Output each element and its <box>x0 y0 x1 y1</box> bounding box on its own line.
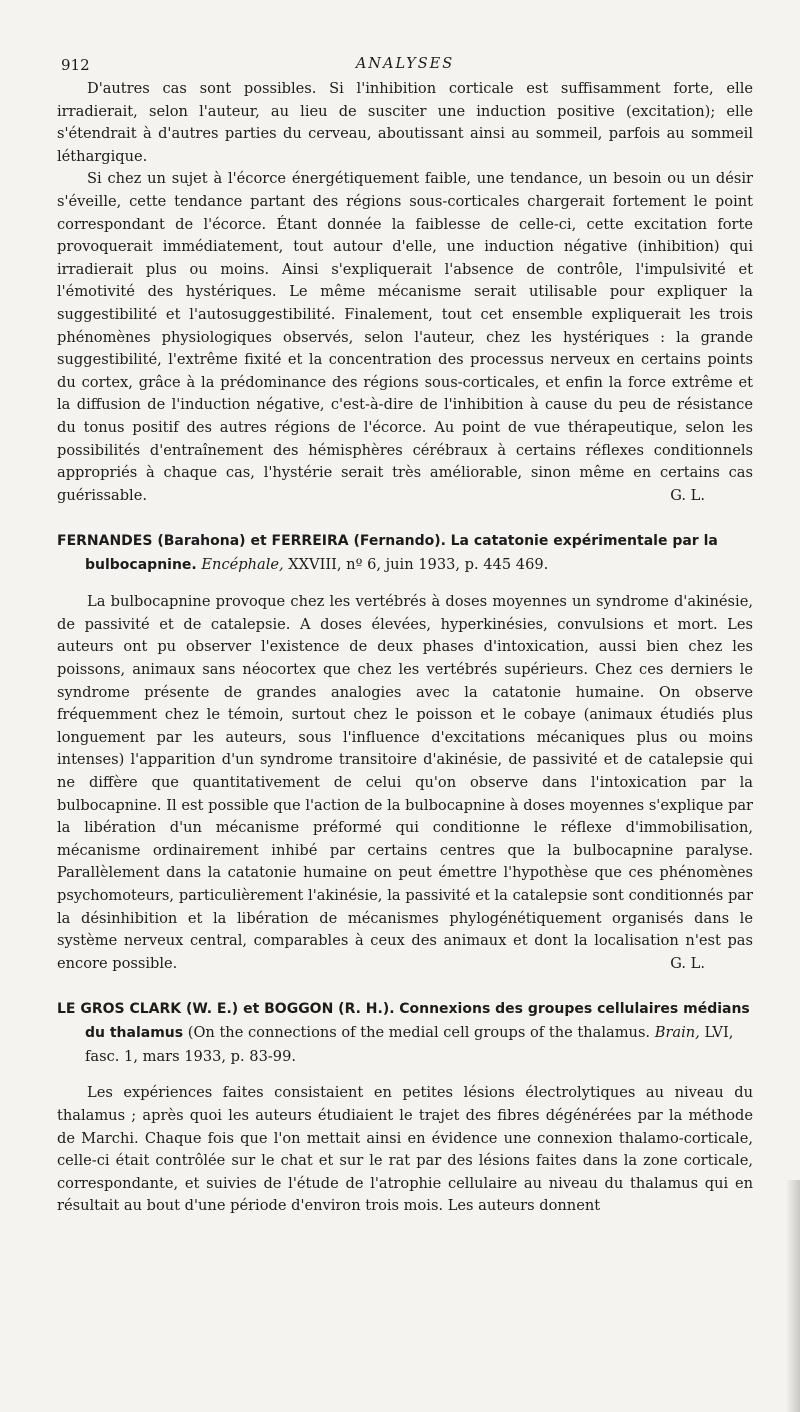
review-catatonie <box>57 529 753 975</box>
section-title: ANALYSES <box>355 56 455 72</box>
reference-translation: (On the connections of the medial cell groups of the thalamus. <box>187 1024 651 1042</box>
reference-journal: Encéphale, <box>201 556 284 574</box>
reference-citation: XXVIII, nº 6, juin 1933, p. 445 469. <box>288 556 549 574</box>
paragraph-with-signature <box>57 168 753 507</box>
abstract <box>57 591 753 975</box>
paragraph: Les expériences faites consistaient en petites lésions électrolytiques au niveau du thalamus ; après quoi les auteurs étudiaient le trajet des fibres dégénérées par la méthode de Marchi. Chaque fois que l'on mettait ainsi en évidence une connexion thalamo-corticale, celle-ci était contrôlée sur le chat et sur le rat par des lésions faites dans la zone corticale, correspondante, et suivies de l'étude de l'atrophie cellulaire au niveau du thalamus qui en résultait au bout d'une période d'environ trois mois. Les auteurs donnent <box>57 1084 753 1215</box>
page-edge-shadow <box>786 1180 800 1412</box>
page-number: 912 <box>61 56 90 74</box>
reference-citation: LVI, fasc. 1, mars 1933, p. 83-99. <box>85 1024 734 1066</box>
reference-title: Connexions des groupes cellulaires médians du thalamus <box>85 1001 750 1042</box>
running-head <box>57 52 753 78</box>
reference-authors: LE GROS CLARK (W. E.) et BOGGON (R. H.). <box>57 1001 395 1018</box>
reviewer-signature: G. L. <box>670 954 705 972</box>
reference-journal: Brain, <box>654 1024 700 1042</box>
reviewer-signature: G. L. <box>670 486 705 504</box>
bibliographic-reference <box>57 529 753 577</box>
paragraph: La bulbocapnine provoque chez les vertébrés à doses moyennes un syndrome d'akinésie, de passivité et de catalepsie. A doses élevées, hyperkinésies, convulsions et mort. Les auteurs ont pu observer l'existence de deux phases d'intoxication, aussi bien chez les poissons, animaux sans néocortex que chez les vertébrés supérieurs. Chez ces derniers le syndrome présente de grandes analogies avec la catatonie humaine. On observe fréquemment chez le témoin, surtout chez le poisson et le cobaye (animaux étudiés plus longuement par les auteurs, sous l'influence d'excitations mécaniques plus ou moins intenses) l'apparition d'un syndrome transitoire d'akinésie, de passivité et de catalepsie qui ne diffère que quantitativement de celui qu'on observe dans l'intoxication par la bulbocapnine. Il est possible que l'action de la bulbocapnine à doses moyennes s'explique par la libération d'un mécanisme préformé qui conditionne le réflexe d'immobilisation, mécanisme ordinairement inhibé par certains centres que la bulbocapnine paralyse. Parallèlement dans la catatonie humaine on peut émettre l'hypothèse que ces phénomènes psychomoteurs, particulièrement l'akinésie, la passivité et la catalepsie sont conditionnés par la désinhibition et la libération de mécanismes phylogénétiquement organisés dans le système nerveux central, comparables à ceux des animaux et dont la localisation n'est pas encore possible. <box>57 593 753 972</box>
reference-title: La catatonie expérimentale par la bulbocapnine. <box>85 533 718 574</box>
reference-authors: FERNANDES (Barahona) et FERREIRA (Fernando). <box>57 533 446 550</box>
review-hysteria-continued <box>57 78 753 507</box>
paragraph: D'autres cas sont possibles. Si l'inhibition corticale est suffisamment forte, elle irradierait, selon l'auteur, au lieu de susciter une induction positive (excitation); elle s'étendrait à d'autres parties du cerveau, aboutissant ainsi au sommeil, parfois au sommeil léthargique. <box>57 80 753 165</box>
bibliographic-reference <box>57 997 753 1068</box>
page <box>57 52 753 1218</box>
review-thalamus <box>57 997 753 1218</box>
paragraph: Si chez un sujet à l'écorce énergétiquement faible, une tendance, un besoin ou un désir s'éveille, cette tendance partant des régions sous-corticales chargerait fortement le point correspondant de l'écorce. Étant donnée la faiblesse de celle-ci, cette excitation forte provoquerait immédiatement, tout autour d'elle, une induction négative (inhibition) qui irradierait plus ou moins. Ainsi s'expliquerait l'absence de contrôle, l'impulsivité et l'émotivité des hystériques. Le même mécanisme serait utilisable pour expliquer la suggestibilité et l'autosuggestibilité. Finalement, tout cet ensemble expliquerait les trois phénomènes physiologiques observés, selon l'auteur, chez les hystériques : la grande suggestibilité, l'extrême fixité et la concentration des processus nerveux en certains points du cortex, grâce à la prédominance des régions sous-corticales, et enfin la force extrême et la diffusion de l'induction négative, c'est-à-dire de l'inhibition à cause du peu de résistance du tonus positif des autres régions de l'écorce. Au point de vue thérapeutique, selon les possibilités d'entraînement des hémisphères cérébraux à certains réflexes conditionnels appropriés à chaque cas, l'hystérie serait très améliorable, sinon même en certains cas guérissable. <box>57 170 753 504</box>
